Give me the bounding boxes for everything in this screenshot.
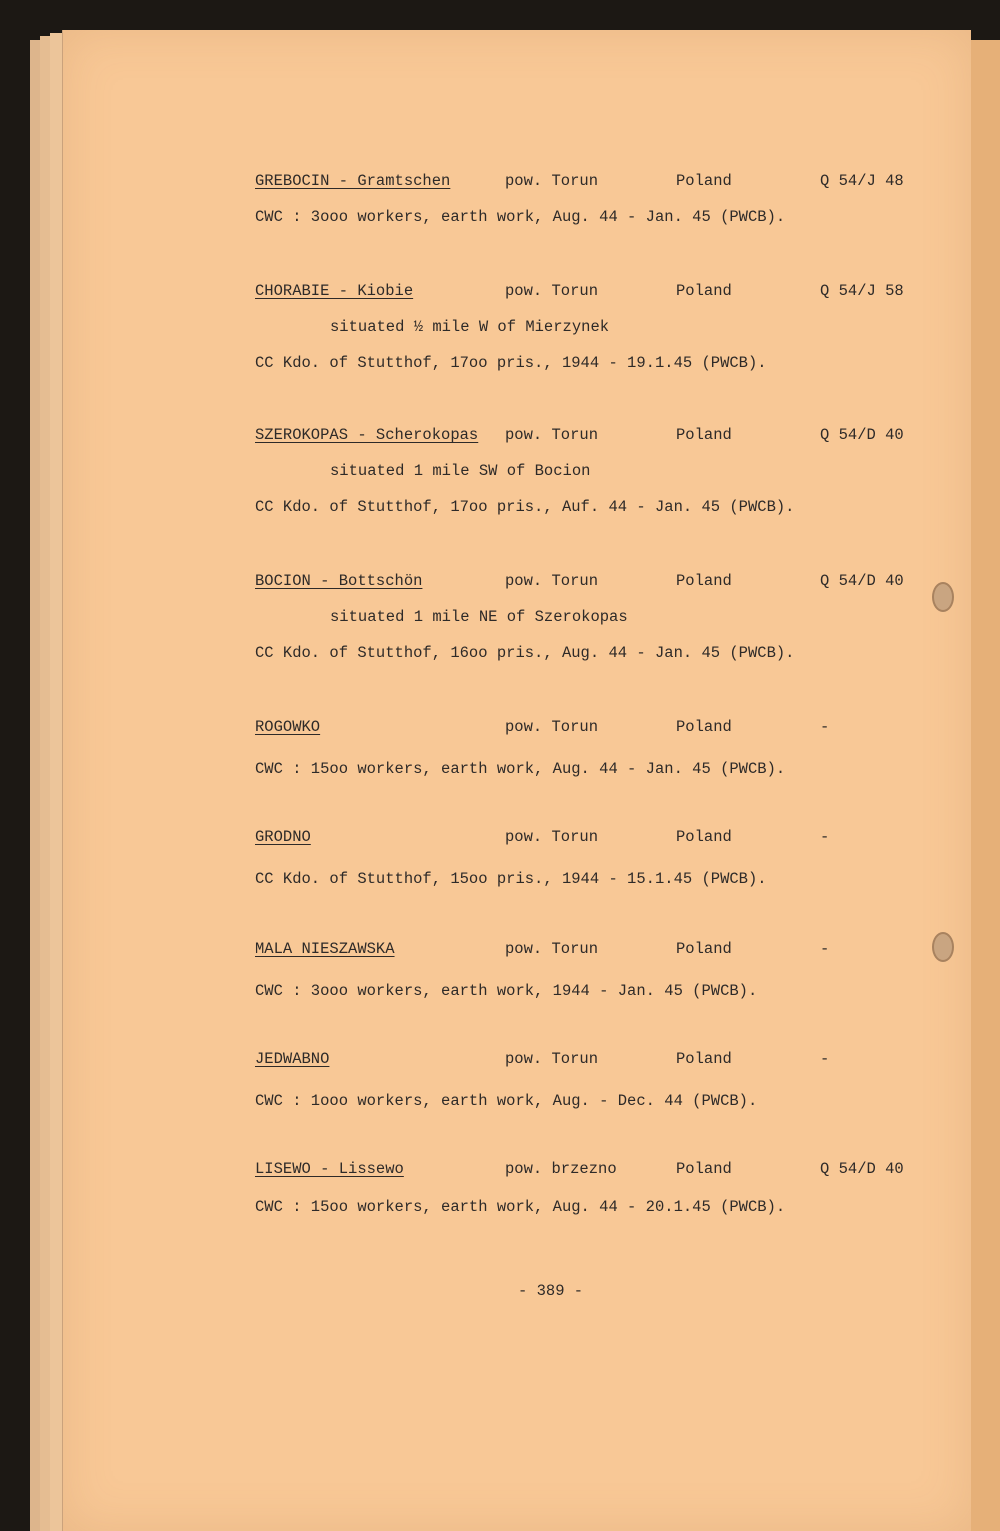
country: Poland	[676, 828, 732, 846]
district: pow. Torun	[505, 426, 599, 444]
map-reference: Q 54/D 40	[820, 1160, 904, 1178]
camp-detail: CWC : 3ooo workers, earth work, Aug. 44 - Jan. 45 (PWCB).	[255, 208, 786, 226]
location-note: situated 1 mile SW of Bocion	[330, 462, 591, 480]
document-page	[62, 30, 971, 1531]
place-name: BOCION - Bottschön	[255, 572, 423, 590]
place-name: ROGOWKO	[255, 718, 321, 736]
district: pow. Torun	[505, 172, 599, 190]
map-reference: -	[820, 940, 830, 958]
camp-detail: CWC : 1ooo workers, earth work, Aug. - Dec. 44 (PWCB).	[255, 1092, 758, 1110]
camp-detail: CC Kdo. of Stutthof, 17oo pris., Auf. 44 - Jan. 45 (PWCB).	[255, 498, 795, 516]
country: Poland	[676, 172, 732, 190]
map-reference: -	[820, 828, 830, 846]
district: pow. Torun	[505, 718, 599, 736]
camp-detail: CWC : 3ooo workers, earth work, 1944 - Jan. 45 (PWCB).	[255, 982, 758, 1000]
camp-detail: CWC : 15oo workers, earth work, Aug. 44 - 20.1.45 (PWCB).	[255, 1198, 786, 1216]
place-name: LISEWO - Lissewo	[255, 1160, 404, 1178]
place-name: GREBOCIN - Gramtschen	[255, 172, 451, 190]
country: Poland	[676, 718, 732, 736]
camp-detail: CC Kdo. of Stutthof, 17oo pris., 1944 - 19.1.45 (PWCB).	[255, 354, 767, 372]
place-name: GRODNO	[255, 828, 311, 846]
country: Poland	[676, 282, 732, 300]
camp-detail: CC Kdo. of Stutthof, 16oo pris., Aug. 44 - Jan. 45 (PWCB).	[255, 644, 795, 662]
district: pow. brzezno	[505, 1160, 617, 1178]
place-name: CHORABIE - Kiobie	[255, 282, 414, 300]
page-number: - 389 -	[518, 1282, 584, 1300]
binding-hole	[932, 582, 954, 612]
district: pow. Torun	[505, 572, 599, 590]
map-reference: Q 54/D 40	[820, 572, 904, 590]
map-reference: -	[820, 718, 830, 736]
map-reference: Q 54/J 58	[820, 282, 904, 300]
country: Poland	[676, 1050, 732, 1068]
binding-hole	[932, 932, 954, 962]
location-note: situated 1 mile NE of Szerokopas	[330, 608, 628, 626]
district: pow. Torun	[505, 828, 599, 846]
country: Poland	[676, 1160, 732, 1178]
country: Poland	[676, 940, 732, 958]
map-reference: Q 54/D 40	[820, 426, 904, 444]
camp-detail: CC Kdo. of Stutthof, 15oo pris., 1944 - 15.1.45 (PWCB).	[255, 870, 767, 888]
country: Poland	[676, 426, 732, 444]
location-note: situated ½ mile W of Mierzynek	[330, 318, 610, 336]
map-reference: Q 54/J 48	[820, 172, 904, 190]
country: Poland	[676, 572, 732, 590]
place-name: JEDWABNO	[255, 1050, 330, 1068]
district: pow. Torun	[505, 940, 599, 958]
district: pow. Torun	[505, 282, 599, 300]
place-name: SZEROKOPAS - Scherokopas	[255, 426, 479, 444]
district: pow. Torun	[505, 1050, 599, 1068]
facing-page-edge	[968, 40, 1000, 1531]
map-reference: -	[820, 1050, 830, 1068]
place-name: MALA NIESZAWSKA	[255, 940, 395, 958]
camp-detail: CWC : 15oo workers, earth work, Aug. 44 - Jan. 45 (PWCB).	[255, 760, 786, 778]
